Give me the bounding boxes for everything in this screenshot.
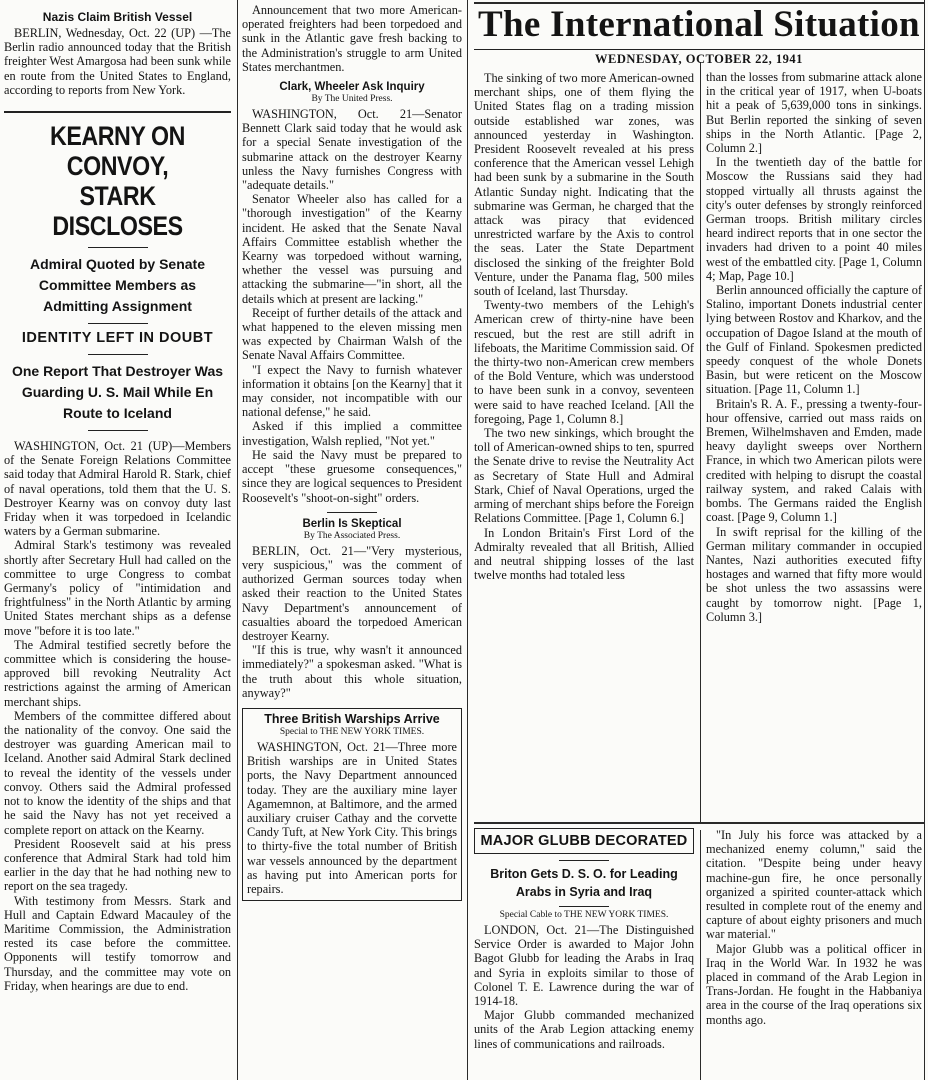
clark-wheeler-byline: By The United Press. [311,94,393,105]
column-rule-4 [700,830,701,1080]
berlin-skeptical-story [242,544,462,700]
berlin-skeptical-headline: Berlin Is Skeptical [302,517,402,530]
intl-paragraph: than the losses from submarine attack alone in the critical year of 1917, when U-boats hit a peak of 5,639,000 tons in sinkings. But Berlin reported the sinking of seven ships in the North Atlantic. [Page 2, Column 2.] [706,70,922,156]
clark-paragraph: WASHINGTON, Oct. 21—Senator Bennett Clark said today that he would ask for a special Senate investigation of the submarine attack on the destroyer Kearny unless the Navy furnishes Congress with "adequate details." [242,107,462,193]
clark-wheeler-headline: Clark, Wheeler Ask Inquiry [279,81,425,94]
glubb-paragraph: LONDON, Oct. 21—The Distinguished Service Order is awarded to Major John Bagot Glubb for leading the Arabs in Iraq and Syria in exploits similar to those of Colonel T. E. Lawrence during the war of 1914-18. [474,923,694,1009]
glubb-byline: Special Cable to THE NEW YORK TIMES. [499,910,669,920]
clark-paragraph: "I expect the Navy to furnish whatever information it obtains [on the Kearny] that it may consider, not incompatible with our national defense," he said. [242,362,462,420]
berlin-paragraph: "If this is true, why wasn't it announced immediately?" a spokesman asked. "What is the truth about this whole situation, anyway?" [242,643,462,700]
intl-date: WEDNESDAY, OCTOBER 22, 1941 [595,52,803,66]
clark-paragraph: Asked if this implied a committee investigation, Walsh replied, "Not yet." [242,419,462,448]
intl-column-left [474,52,803,822]
intl-paragraph: Berlin announced officially the capture of Stalino, important Donets industrial center lying between Rostov and Kharkov, and the occupation of Dagoe Island at the mouth of the Gulf of Finland. Spokesmen predicted speedy conquest of the whole Donets Basin, but were reticent on the Moscow situation. [Page 11, Column 1.] [706,283,922,397]
intro-paragraph: Announcement that two more American-operated freighters had been torpedoed and sunk in the Atlantic gave fresh backing to the Administration's struggle to arm United States merchantmen. [242,3,462,74]
column-rule-3 [700,62,701,822]
glubb-paragraph: "In July his force was attacked by a mechanized enemy column," said the citation. "Despite being under heavy machine-gun fire, he once personally organized a spirited counter-attack which resulted in complete rout of the enemy and capture of about eighty prisoners and much war material." [706,828,922,942]
deck-admiral-quoted: Admiral Quoted by Senate Committee Members as Admitting Assignment [29,256,206,315]
nazis-story: BERLIN, Wednesday, Oct. 22 (UP) —The Berlin radio announced today that the British freighter West Amargosa had been sunk while en route from the United States to England, according to reports from New York. [4,26,231,97]
main-story-paragraph: WASHINGTON, Oct. 21 (UP)—Members of the Senate Foreign Relations Committee said today that Admiral Harold R. Stark, chief of naval operations, told them that the U. S. Destroyer Kearny was on convoy duty last Friday when it was torpedoed in Icelandic waters by a German submarine. [4,439,231,539]
intl-column-right [706,70,922,822]
glubb-column-right [706,828,922,1080]
warships-byline: Special to THE NEW YORK TIMES. [279,726,425,737]
intl-bottom-rule [474,822,924,824]
glubb-deck: Briton Gets D. S. O. for Leading Arabs in Syria and Iraq [490,867,678,899]
intl-masthead: The International Situation [478,4,920,45]
intl-paragraph: Twenty-two members of the Lehigh's American crew of thirty-nine have been rescued, but the rest are still adrift in lifeboats, the Maritime Commission said. Of the thirty-two non-American crew members of the Bold Venture, which was understood to have been sunk in a convoy, seventeen were said to have reached Iceland. [All the foregoing, Page 1, Column 8.] [474,298,694,426]
intl-paragraph: The two new sinkings, which brought the toll of American-owned ships to ten, spurred the Senate drive to revise the Neutrality Act as Secretary of State Hull and Admiral Stark, Chief of Naval Operations, urged the arming of merchant ships before the Foreign Relations Committee. [Page 1, Column 6.] [474,426,694,526]
main-story-paragraph: With testimony from Messrs. Stark and Hull and Captain Edward Macauley of the Maritime Commission, the Administration rested its case before the committee. Opponents will testify tomorrow and Thursday, and the committee may vote on Friday, when hearings are due to end. [4,893,231,993]
deck-identity-left-in-doubt: IDENTITY LEFT IN DOUBT [21,330,214,347]
main-headline [4,111,231,241]
main-story-paragraph: Members of the committee differed about the nationality of the convoy. One said the destroyer was guarding American mail to Iceland. Another said Admiral Stark declined to reveal the identity of the vessels under convoy. Others said the Admiral professed not to know the identity of the ships and that he said the Navy has not yet received a complete report on attack on the Kearny. [4,708,231,837]
clark-paragraph: Senator Wheeler also has called for a "thorough investigation" of the Kearny incident. He asked that the Senate Naval Affairs Committee establish whether the Kearny was torpedoed without warning, whether the vessel was pursuing and attacking the submarine—"in short, all the details which at present are lacking." [242,192,462,306]
intl-paragraph: In London Britain's First Lord of the Admiralty revealed that all British, Allied and neutral shipping losses of the last twelve months had totaled less [474,525,694,583]
warships-headline: Three British Warships Arrive [264,711,440,726]
main-headline-line-1: KEARNY ON CONVOY, [49,121,186,182]
main-headline-line-2: STARK DISCLOSES [52,181,183,242]
intl-paragraph: In the twentieth day of the battle for Moscow the Russians said they had stopped virtually all thrusts against the city's outer defenses by strongly reinforced German troops. British military circles heard indirect reports that in one sector the invaders had driven to a point 40 miles west of the embattled city. [Page 1, Column 4; Map, Page 10.] [706,155,922,283]
page-right-edge [924,0,925,1080]
glubb-paragraph: Major Glubb commanded mechanized units of the Arab Legion attacking enemy lines of communications and railroads. [474,1008,694,1051]
main-story [4,439,231,993]
clark-paragraph: Receipt of further details of the attack and what happened to the eleven missing men was expected by Chairman Walsh of the Senate Naval Affairs Committee. [242,305,462,363]
glubb-headline: MAJOR GLUBB DECORATED [474,828,694,854]
nazis-headline: Nazis Claim British Vessel [42,10,193,24]
column-2 [242,0,462,1080]
main-story-paragraph: Admiral Stark's testimony was revealed shortly after Secretary Hull had called on the committee to urge Congress to combat Germany's policy of "intimidation and frightfulness" in the North Atlantic by arming United States merchant ships as a defense move "before it is too late." [4,538,231,638]
berlin-paragraph: BERLIN, Oct. 21—"Very mysterious, very suspicious," was the comment of authorized German sources today when asked their reaction to the United States Navy Department's announcement of casualties aboard the torpedoed American destroyer Kearny. [242,543,462,643]
main-story-paragraph: President Roosevelt said at his press conference that Admiral Stark had told him earlier in the day that he had nothing new to report on the sea tragedy. [4,836,231,894]
column-1 [4,0,231,1080]
intl-paragraph: Britain's R. A. F., pressing a twenty-four-hour offensive, carried out mass raids on Bremen, Wilhelmshaven and Emden, made heavy daylight sweeps over Northern France, in which two American pilots were credited with helping to disrupt the coastal railway system, and raked Calais with bombs. The Germans raided the English coast. [Page 9, Column 1.] [706,396,922,525]
deck-one-report: One Report That Destroyer Was Guarding U. S. Mail While En Route to Iceland [11,363,224,422]
intl-paragraph: In swift reprisal for the killing of the German military commander in occupied Nantes, Nazi authorities executed fifty hostages and warned that fifty more would be shot unless the two assassins were caught by tomorrow night. [Page 1, Column 3.] [706,524,922,624]
column-rule-2 [467,0,468,1080]
glubb-column-left [474,828,694,1080]
glubb-paragraph: Major Glubb was a political officer in Iraq in the World War. In 1932 he was placed in command of the Arab Legion in Trans-Jordan. He fought in the Habbaniya area in the course of the Iraq operations six months ago. [706,941,922,1027]
clark-wheeler-story [242,107,462,505]
warships-box [242,708,462,901]
warships-story: WASHINGTON, Oct. 21—Three more British warships are in United States ports, the Navy Department announced today. They are the auxiliary mine layer Agamemnon, at Baltimore, and the armed auxiliary cruiser Cathay and the corvette Candy Tuft, at New York City. This brings to thirty-five the total number of British war vessels announced by the department as having put into American ports for repairs. [247,739,457,896]
main-story-paragraph: The Admiral testified secretly before the committee which is considering the house-approved bill revoking Neutrality Act restrictions against the arming of American merchant ships. [4,637,231,709]
clark-paragraph: He said the Navy must be prepared to accept "these gruesome consequences," since they are logical sequences to President Roosevelt's "shoot-on-sight" orders. [242,447,462,505]
berlin-skeptical-byline: By The Associated Press. [303,530,401,541]
column-rule-1 [237,0,238,1080]
intl-paragraph: The sinking of two more American-owned merchant ships, one of them flying the United States flag on a trading mission outside established war zones, was announced yesterday in Washington. President Roosevelt revealed at his press conference that the American vessel Lehigh had been sunk by a submarine in the South Atlantic Sunday night. Indicating that the submarine was German, he charged that the attack was piracy that evidenced unrestricted warfare by the Axis to control the seas. Later the State Department disclosed the sinking of the freighter Bold Venture, under the Panama flag, 500 miles south of Iceland, last Thursday. [474,71,694,299]
